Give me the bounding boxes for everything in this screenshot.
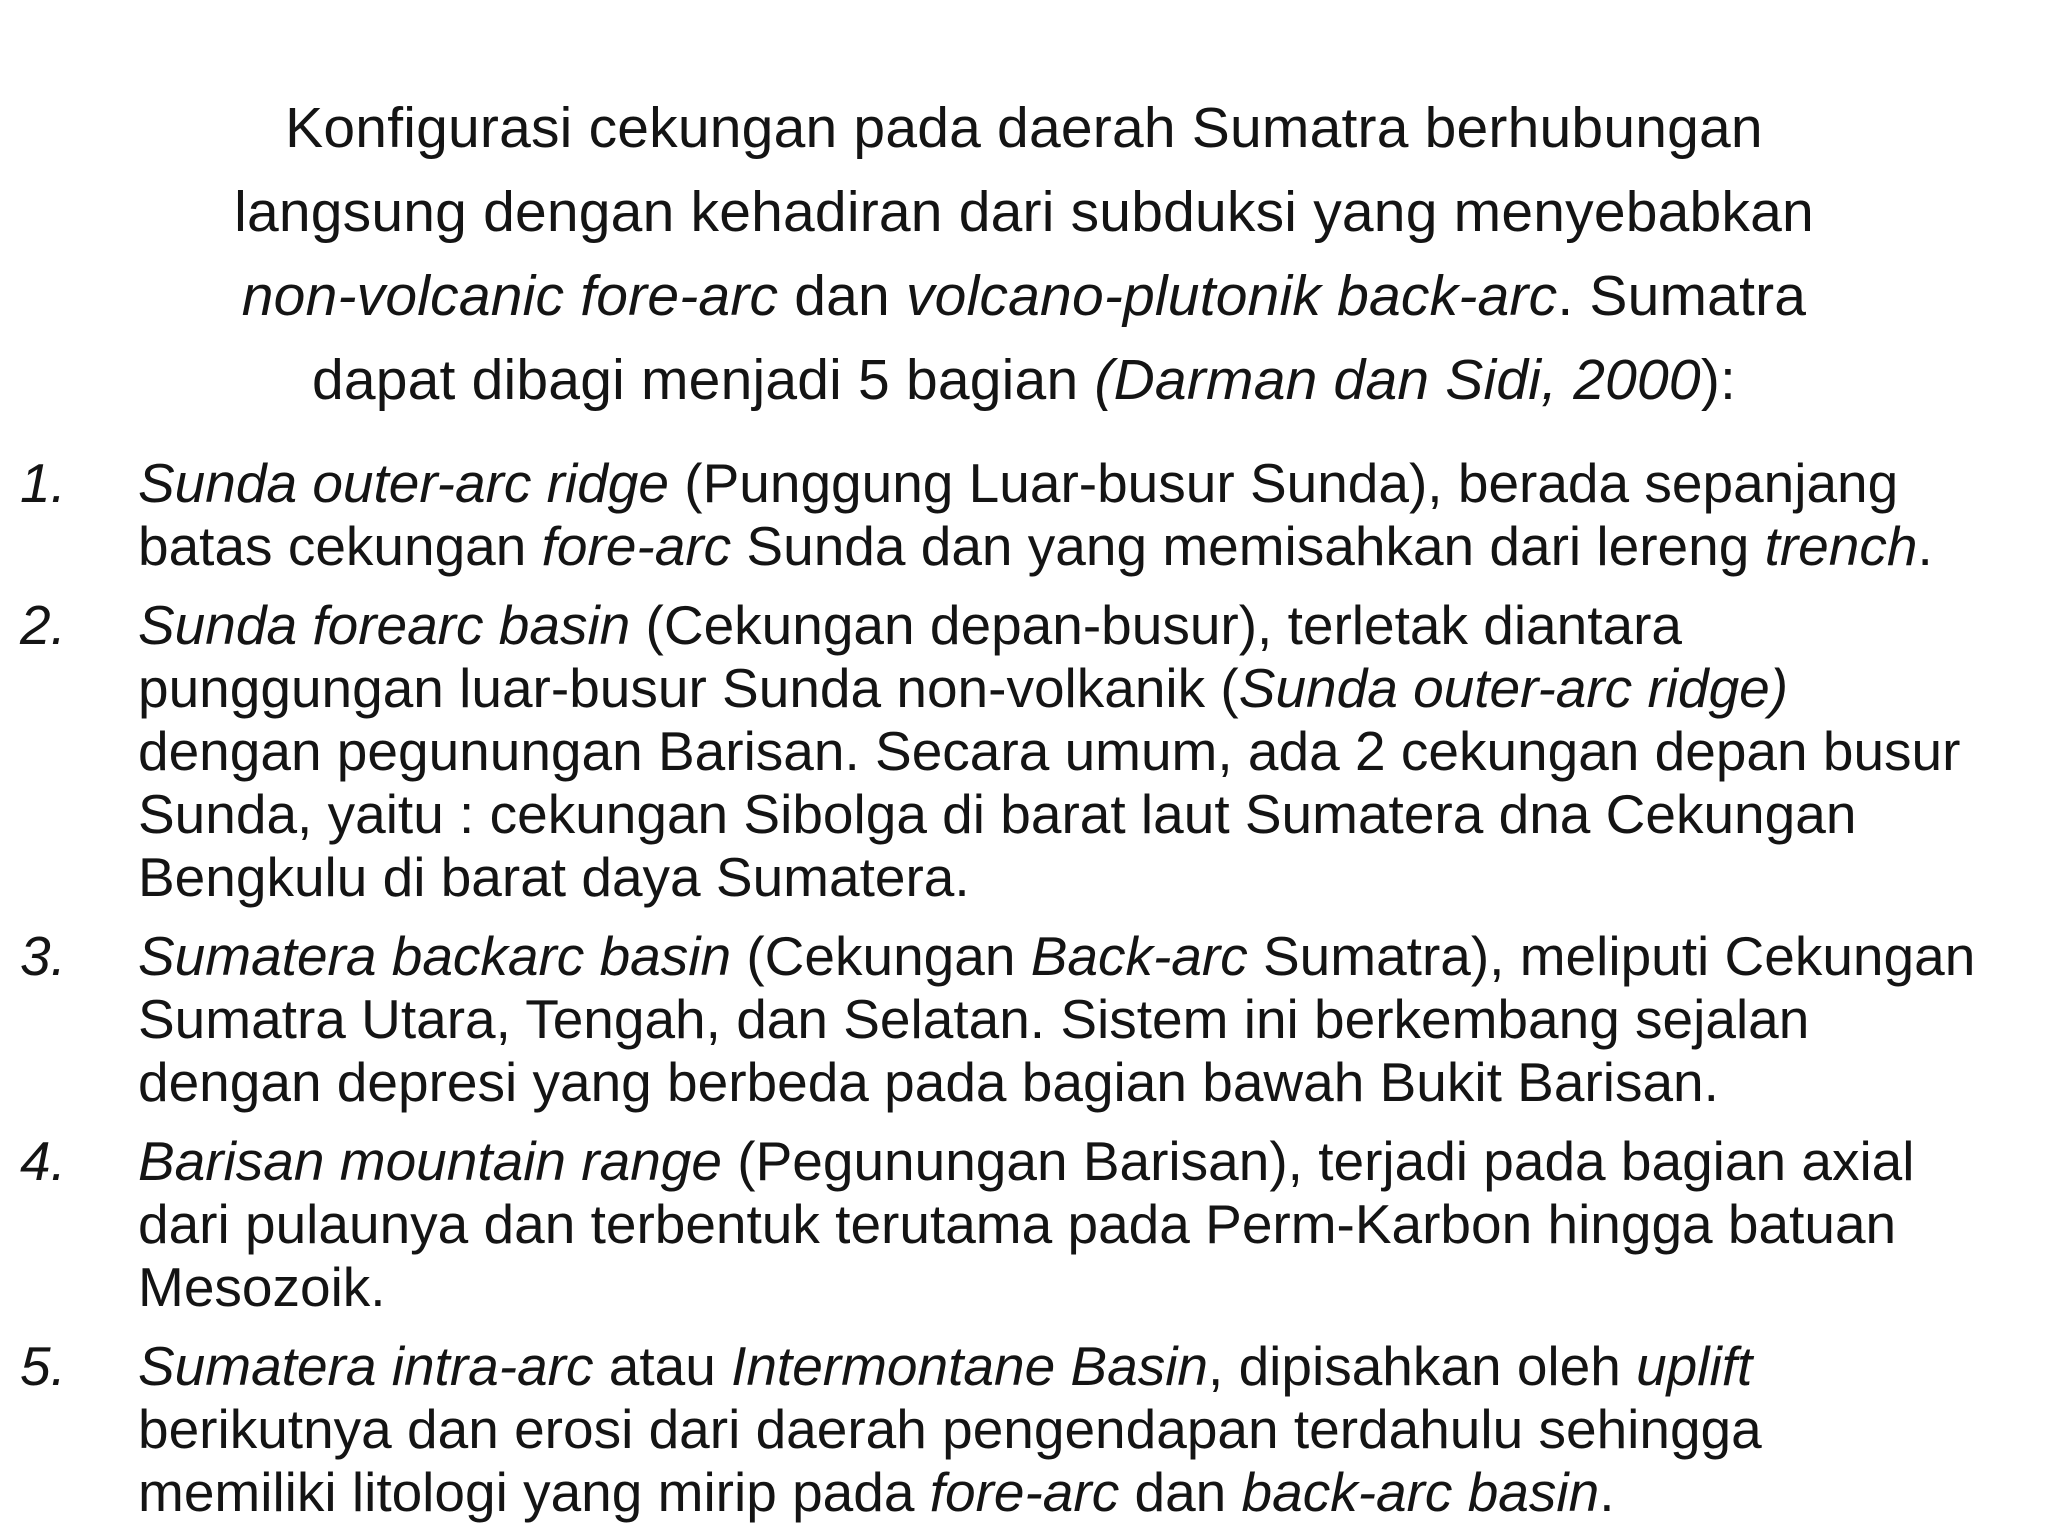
- list-number: 1.: [20, 452, 66, 514]
- italic-term: volcano-plutonik back-arc: [905, 264, 1558, 328]
- italic-term: Sumatera intra-arc: [138, 1335, 594, 1397]
- item-line: Sumatra Utara, Tengah, dan Selatan. Sistem ini berkembang sejalan: [138, 988, 1810, 1050]
- list-item: [20, 452, 2030, 578]
- item-line: memiliki litologi yang mirip pada fore-arc dan back-arc basin.: [138, 1461, 1615, 1523]
- basin-list: [20, 452, 2030, 1540]
- italic-term: back-arc basin: [1241, 1461, 1600, 1523]
- citation: (Darman dan Sidi, 2000: [1094, 348, 1701, 412]
- list-item: [20, 1335, 2030, 1524]
- item-line: Sunda, yaitu : cekungan Sibolga di barat laut Sumatera dna Cekungan: [138, 783, 1857, 845]
- list-item: [20, 925, 2030, 1114]
- item-line: batas cekungan fore-arc Sunda dan yang memisahkan dari lereng trench.: [138, 515, 1933, 577]
- list-number: 5.: [20, 1335, 66, 1397]
- intro-line: dapat dibagi menjadi 5 bagian (Darman dan Sidi, 2000):: [311, 348, 1737, 412]
- list-number: 4.: [20, 1130, 66, 1192]
- item-line: dengan depresi yang berbeda pada bagian bawah Bukit Barisan.: [138, 1051, 1719, 1113]
- italic-term: trench: [1764, 515, 1918, 577]
- intro-paragraph: [150, 86, 1898, 422]
- italic-term: Sunda forearc basin: [138, 594, 631, 656]
- list-item: [20, 1130, 2030, 1319]
- item-line: Sunda forearc basin (Cekungan depan-busur), terletak diantara: [138, 594, 1683, 656]
- intro-line: non-volcanic fore-arc dan volcano-plutonik back-arc. Sumatra: [241, 264, 1807, 328]
- italic-term: Sunda outer-arc ridge: [138, 452, 669, 514]
- item-line: dengan pegunungan Barisan. Secara umum, ada 2 cekungan depan busur: [138, 720, 1961, 782]
- item-line: Mesozoik.: [138, 1256, 386, 1318]
- list-item: [20, 594, 2030, 909]
- intro-line: langsung dengan kehadiran dari subduksi yang menyebabkan: [234, 180, 1814, 244]
- item-line: Barisan mountain range (Pegunungan Barisan), terjadi pada bagian axial: [138, 1130, 1915, 1192]
- list-number: 3.: [20, 925, 66, 987]
- italic-term: fore-arc: [541, 515, 732, 577]
- italic-term: fore-arc: [929, 1461, 1120, 1523]
- italic-term: non-volcanic fore-arc: [241, 264, 779, 328]
- list-number: 2.: [20, 594, 66, 656]
- italic-term: Sunda outer-arc ridge): [1238, 657, 1789, 719]
- item-line: dari pulaunya dan terbentuk terutama pada Perm-Karbon hingga batuan: [138, 1193, 1897, 1255]
- italic-term: Back-arc: [1030, 925, 1248, 987]
- item-line: Bengkulu di barat daya Sumatera.: [138, 846, 970, 908]
- intro-line: Konfigurasi cekungan pada daerah Sumatra berhubungan: [285, 96, 1763, 160]
- item-line: Sumatera backarc basin (Cekungan Back-arc Sumatra), meliputi Cekungan: [138, 925, 1976, 987]
- item-line: punggungan luar-busur Sunda non-volkanik (Sunda outer-arc ridge): [138, 657, 1789, 719]
- italic-term: Sumatera backarc basin: [138, 925, 732, 987]
- italic-term: Barisan mountain range: [138, 1130, 722, 1192]
- item-line: Sumatera intra-arc atau Intermontane Basin, dipisahkan oleh uplift: [138, 1335, 1753, 1397]
- italic-term: uplift: [1636, 1335, 1753, 1397]
- item-line: berikutnya dan erosi dari daerah pengendapan terdahulu sehingga: [138, 1398, 1762, 1460]
- item-line: Sunda outer-arc ridge (Punggung Luar-busur Sunda), berada sepanjang: [138, 452, 1899, 514]
- italic-term: Intermontane Basin: [731, 1335, 1209, 1397]
